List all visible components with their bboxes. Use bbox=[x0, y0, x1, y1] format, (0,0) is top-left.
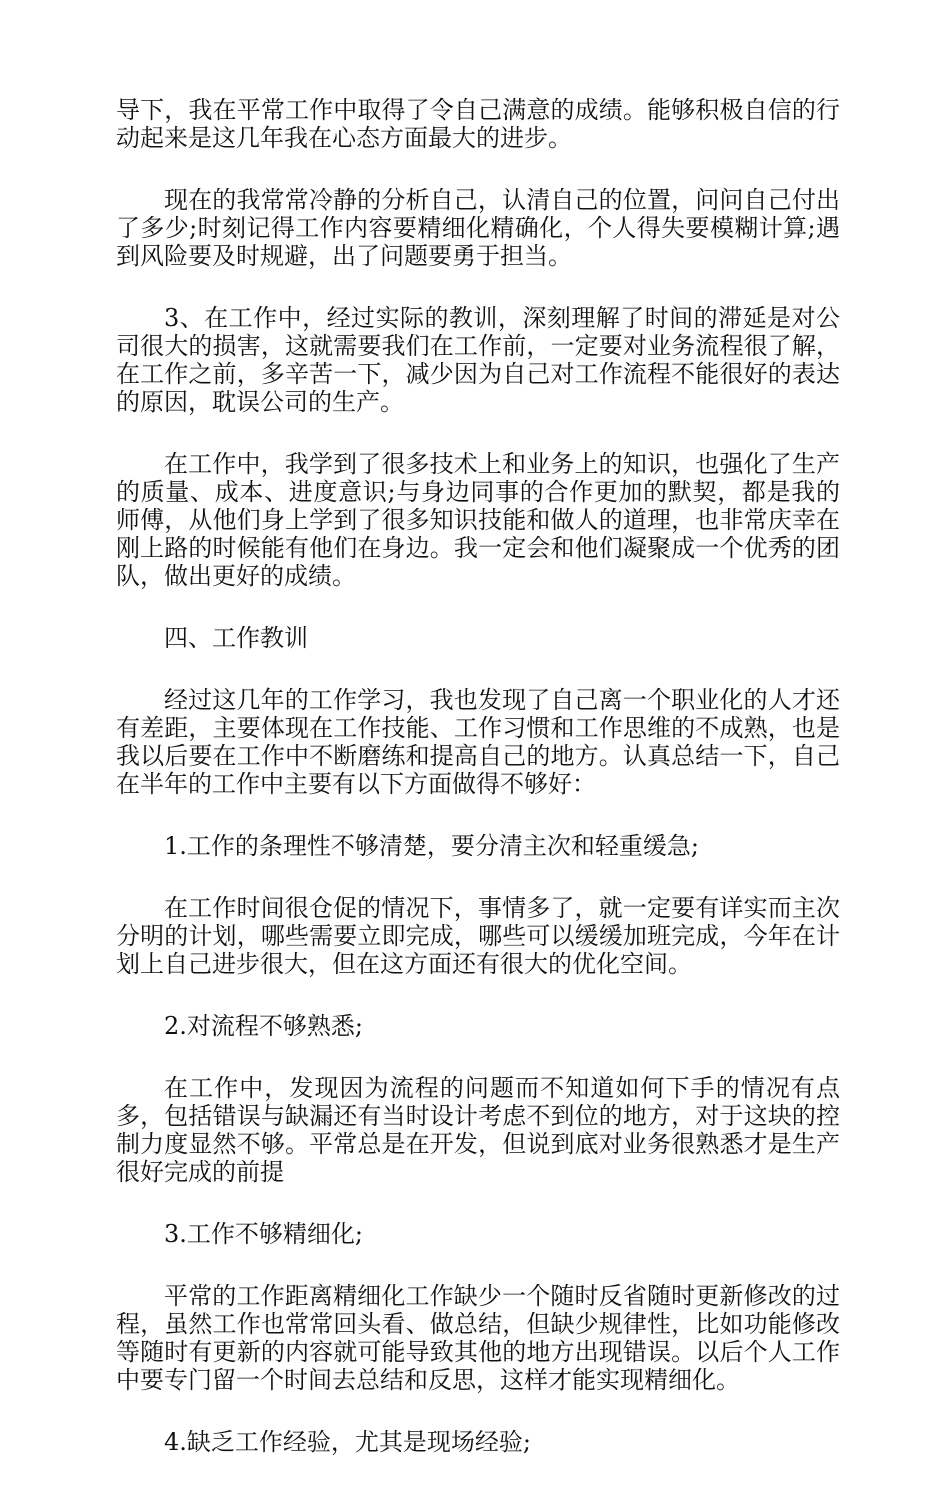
list-item-4: 4.缺乏工作经验，尤其是现场经验; bbox=[164, 1428, 531, 1456]
paragraph-point-3: 3、在工作中，经过实际的教训，深刻理解了时间的滞延是对公司很大的损害，这就需要我们在工作前，一定要对业务流程很了解，在工作之前，多辛苦一下，减少因为自己对工作流程不能很好的表达的原因，耽误公司的生产。 bbox=[116, 304, 840, 416]
paragraph-self-analysis: 现在的我常常冷静的分析自己，认清自己的位置，问问自己付出了多少;时刻记得工作内容要精细化精确化，个人得失要模糊计算;遇到风险要及时规避，出了问题要勇于担当。 bbox=[116, 186, 840, 270]
document-page bbox=[116, 96, 840, 1490]
paragraph-item-3-detail: 平常的工作距离精细化工作缺少一个随时反省随时更新修改的过程，虽然工作也常常回头看、做总结，但缺少规律性，比如功能修改等随时有更新的内容就可能导致其他的地方出现错误。以后个人工作中要专门留一个时间去总结和反思，这样才能实现精细化。 bbox=[116, 1282, 840, 1394]
paragraph-item-1-detail: 在工作时间很仓促的情况下，事情多了，就一定要有详实而主次分明的计划，哪些需要立即完成，哪些可以缓缓加班完成，今年在计划上自己进步很大，但在这方面还有很大的优化空间。 bbox=[116, 894, 840, 978]
paragraph-item-2-detail: 在工作中，发现因为流程的问题而不知道如何下手的情况有点多，包括错误与缺漏还有当时设计考虑不到位的地方，对于这块的控制力度显然不够。平常总是在开发，但说到底对业务很熟悉才是生产很好完成的前提 bbox=[116, 1074, 840, 1186]
paragraph-continuation: 导下，我在平常工作中取得了令自己满意的成绩。能够积极自信的行动起来是这几年我在心态方面最大的进步。 bbox=[116, 96, 840, 152]
list-item-2: 2.对流程不够熟悉; bbox=[164, 1012, 363, 1040]
paragraph-knowledge: 在工作中，我学到了很多技术上和业务上的知识，也强化了生产的质量、成本、进度意识;与身边同事的合作更加的默契，都是我的师傅，从他们身上学到了很多知识技能和做人的道理，也非常庆幸在刚上路的时候能有他们在身边。我一定会和他们凝聚成一个优秀的团队，做出更好的成绩。 bbox=[116, 450, 840, 590]
section-heading-lessons: 四、工作教训 bbox=[164, 624, 308, 652]
list-item-1: 1.工作的条理性不够清楚，要分清主次和轻重缓急; bbox=[164, 832, 699, 860]
list-item-3: 3.工作不够精细化; bbox=[164, 1220, 363, 1248]
paragraph-lessons-intro: 经过这几年的工作学习，我也发现了自己离一个职业化的人才还有差距，主要体现在工作技能、工作习惯和工作思维的不成熟，也是我以后要在工作中不断磨练和提高自己的地方。认真总结一下，自己在半年的工作中主要有以下方面做得不够好： bbox=[116, 686, 840, 798]
